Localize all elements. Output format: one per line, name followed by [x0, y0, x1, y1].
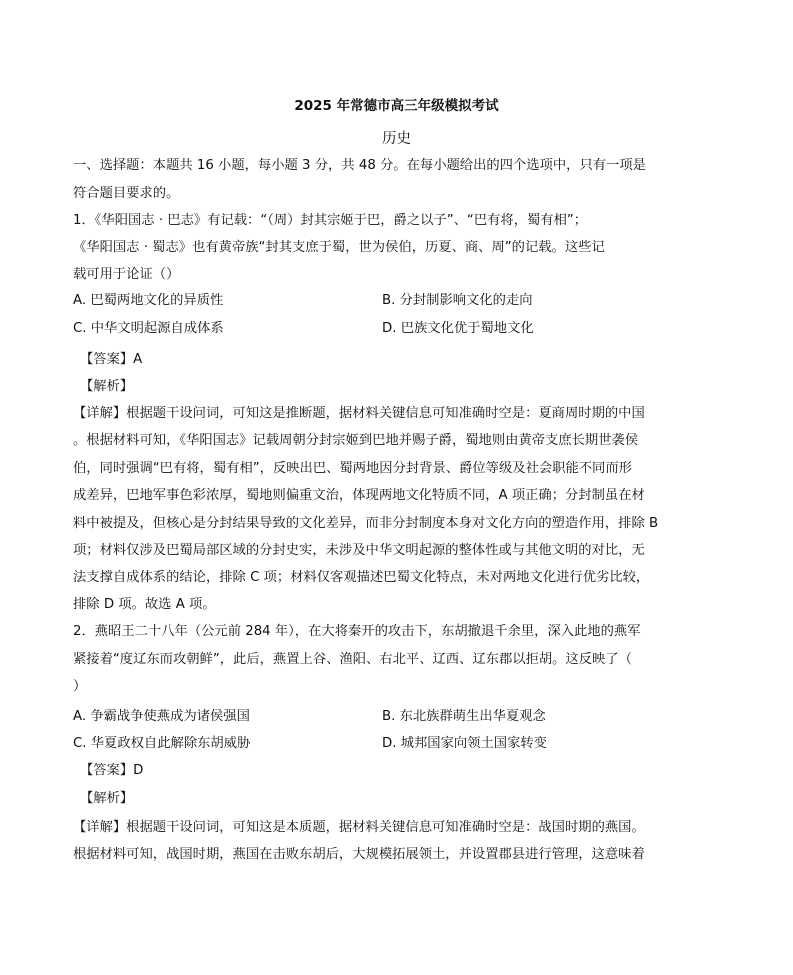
q1-detail-line-2: 。根据材料可知，《华阳国志》记载周朝分封宗姬到巴地并赐子爵，蜀地则由黄帝支庶长期世袭侯 — [73, 433, 639, 448]
section-instruction-line-2: 符合题目要求的。 — [73, 186, 180, 201]
q2-option-c: C. 华夏政权自此解除东胡威胁 — [73, 736, 251, 751]
q2-option-a: A. 争霸战争使燕成为诸侯强国 — [73, 709, 250, 724]
q1-option-d: D. 巴族文化优于蜀地文化 — [382, 321, 534, 336]
q1-option-b: B. 分封制影响文化的走向 — [382, 293, 533, 308]
section-instruction-line-1: 一、选择题：本题共 16 小题，每小题 3 分，共 48 分。在每小题给出的四个选项中，只有一项是 — [73, 158, 646, 173]
q2-stem-line-2: 紧接着“度辽东而攻朝鲜”，此后，燕置上谷、渔阳、右北平、辽西、辽东郡以拒胡。这反映了（ — [73, 652, 632, 667]
q1-detail-line-4: 成差异，巴地军事色彩浓厚，蜀地则偏重文治，体现两地文化特质不同，A 项正确；分封制虽在材 — [73, 488, 645, 503]
q2-answer: 【答案】D — [80, 763, 144, 778]
q1-detail-line-7: 法支撑自成体系的结论，排除 C 项；材料仅客观描述巴蜀文化特点，未对两地文化进行优劣比较， — [73, 570, 650, 585]
q1-answer: 【答案】A — [80, 352, 143, 367]
q1-stem-line-2: 《华阳国志 · 蜀志》也有黄帝族“封其支庶于蜀，世为侯伯，历夏、商、周”的记载。这些记 — [73, 240, 605, 255]
q1-detail-line-1: 【详解】根据题干设问词，可知这是推断题，据材料关键信息可知准确时空是：夏商周时期的中国 — [73, 406, 645, 421]
subject-title: 历史 — [382, 131, 411, 147]
q2-stem-line-1: 2．燕昭王二十八年（公元前 284 年），在大将秦开的攻击下，东胡撤退千余里，深入此地的燕军 — [73, 624, 641, 639]
q1-stem-line-1: 1．《华阳国志 · 巴志》有记载：“（周）封其宗姬于巴，爵之以子”、“巴有将，蜀有相”； — [73, 213, 588, 228]
q2-detail-line-2: 根据材料可知，战国时期，燕国在击败东胡后，大规模拓展领土，并设置郡县进行管理，这意味着 — [73, 847, 645, 862]
q2-analysis-label: 【解析】 — [80, 791, 134, 806]
q1-detail-line-3: 伯，同时强调“巴有将，蜀有相”，反映出巴、蜀两地因分封背景、爵位等级及社会职能不同而形 — [73, 461, 632, 476]
q2-stem-line-3: ） — [73, 679, 87, 694]
q1-detail-line-6: 项；材料仅涉及巴蜀局部区域的分封史实，未涉及中华文明起源的整体性或与其他文明的对比，无 — [73, 543, 645, 558]
q2-detail-line-1: 【详解】根据题干设问词，可知这是本质题，据材料关键信息可知准确时空是：战国时期的燕国。 — [73, 820, 645, 835]
q2-option-d: D. 城邦国家向领土国家转变 — [382, 736, 547, 751]
q1-detail-line-5: 料中被提及，但核心是分封结果导致的文化差异，而非分封制度本身对文化方向的塑造作用，排除 B — [73, 516, 659, 531]
exam-title: 2025 年常德市高三年级模拟考试 — [294, 98, 499, 114]
q1-analysis-label: 【解析】 — [80, 379, 134, 394]
q1-detail-line-8: 排除 D 项。故选 A 项。 — [73, 597, 216, 612]
q2-option-b: B. 东北族群萌生出华夏观念 — [382, 709, 546, 724]
q1-option-a: A. 巴蜀两地文化的异质性 — [73, 293, 224, 308]
q1-option-c: C. 中华文明起源自成体系 — [73, 321, 224, 336]
q1-stem-line-3: 载可用于论证（） — [73, 267, 180, 282]
